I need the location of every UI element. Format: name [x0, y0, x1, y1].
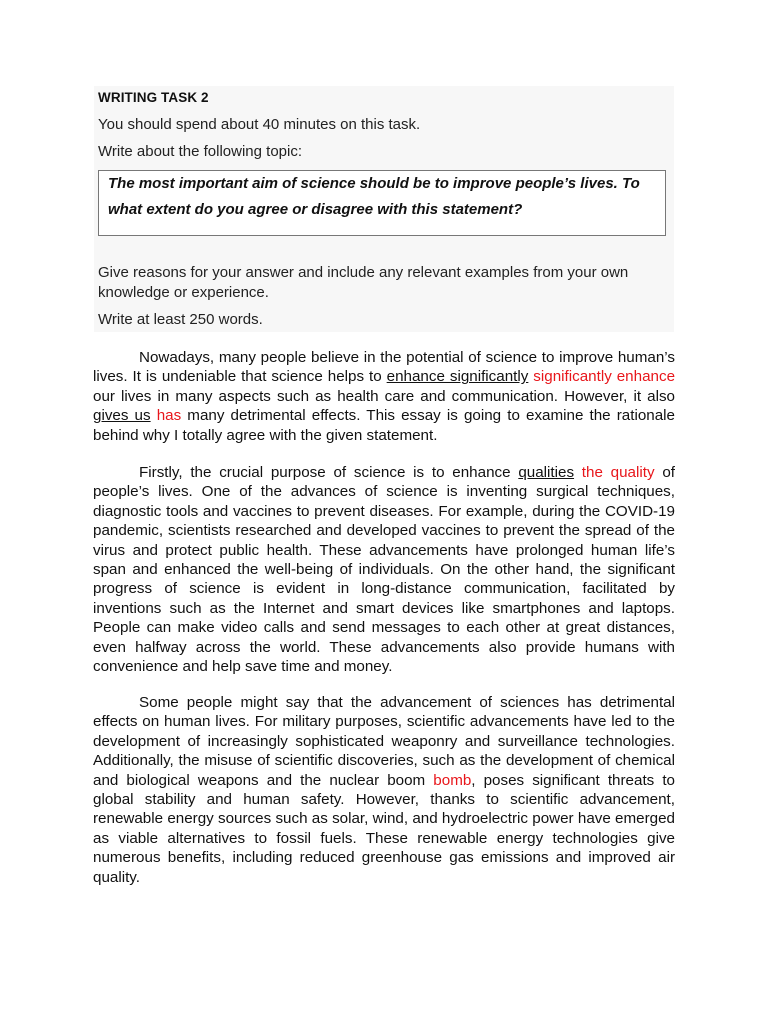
essay-text: , poses significant threats to global stability and human safety. However, thanks to scientific advancement, renewable energy sources such as solar, wind, and hydroelectric power have emerged as viable alternatives to fossil fuels. These renewable energy technologies give numerous benefits, including reduced greenhouse gas emissions and improved air quality.	[93, 771, 676, 886]
essay-text: Firstly, the crucial purpose of science is to enhance	[139, 464, 519, 481]
correction: has	[150, 407, 182, 425]
essay-paragraph-1	[93, 348, 675, 445]
essay-paragraph-3	[93, 693, 675, 887]
correction: significantly enhance	[528, 368, 676, 386]
essay-text: our lives in many aspects such as health care and communication. However, it also	[93, 387, 675, 405]
struck-phrase: gives us	[93, 407, 151, 425]
reasons-line-1: Give reasons for your answer and include any relevant examples from your own	[98, 264, 629, 281]
task-title: WRITING TASK 2	[98, 90, 209, 105]
prompt-box	[98, 170, 666, 236]
essay-paragraph-2	[93, 463, 675, 676]
word-count-instruction: Write at least 250 words.	[98, 311, 263, 328]
essay-text: Nowadays, many people believe in the potential of science to improve human’s lives. It is undeniable that science helps to	[93, 349, 675, 386]
struck-phrase: enhance significantly	[386, 368, 529, 386]
struck-phrase: qualities	[518, 464, 575, 481]
essay-text: Some people might say that the advancement of sciences has detrimental effects on human lives. For military purposes, scientific advancements have led to the development of increasingly sophisticated weaponry and surveillance technologies. Additionally, the misuse of scientific discoveries, such as the development of chemical and biological weapons and the nuclear boom	[93, 694, 675, 789]
essay-text: many detrimental effects. This essay is going to examine the rationale behind why I totally agree with the given statement.	[93, 407, 675, 444]
prompt-text: The most important aim of science should be to improve people’s lives. To what extent do you agree or disagree with this statement?	[108, 175, 640, 218]
correction: the quality	[574, 464, 655, 481]
reasons-line-2: knowledge or experience.	[98, 284, 269, 301]
instruction-topic: Write about the following topic:	[98, 143, 303, 160]
essay-text: of people’s lives. One of the advances of science is inventing surgical techniques, diagnostic tools and vaccines to prevent diseases. For example, during the COVID-19 pandemic, scientists researched and developed vaccines to prevent the spread of the virus and protect public health. These advancements have prolonged human life’s span and enhanced the well-being of individuals. On the other hand, the significant progress of science is evident in long-distance communication, facilitated by inventions such as the Internet and smart devices like smartphones and laptops. People can make video calls and send messages to each other at great distances, even halfway across the world. These advancements also provide humans with convenience and help save time and money.	[93, 464, 675, 676]
correction: bomb	[433, 771, 472, 789]
instruction-time: You should spend about 40 minutes on this task.	[98, 116, 421, 133]
